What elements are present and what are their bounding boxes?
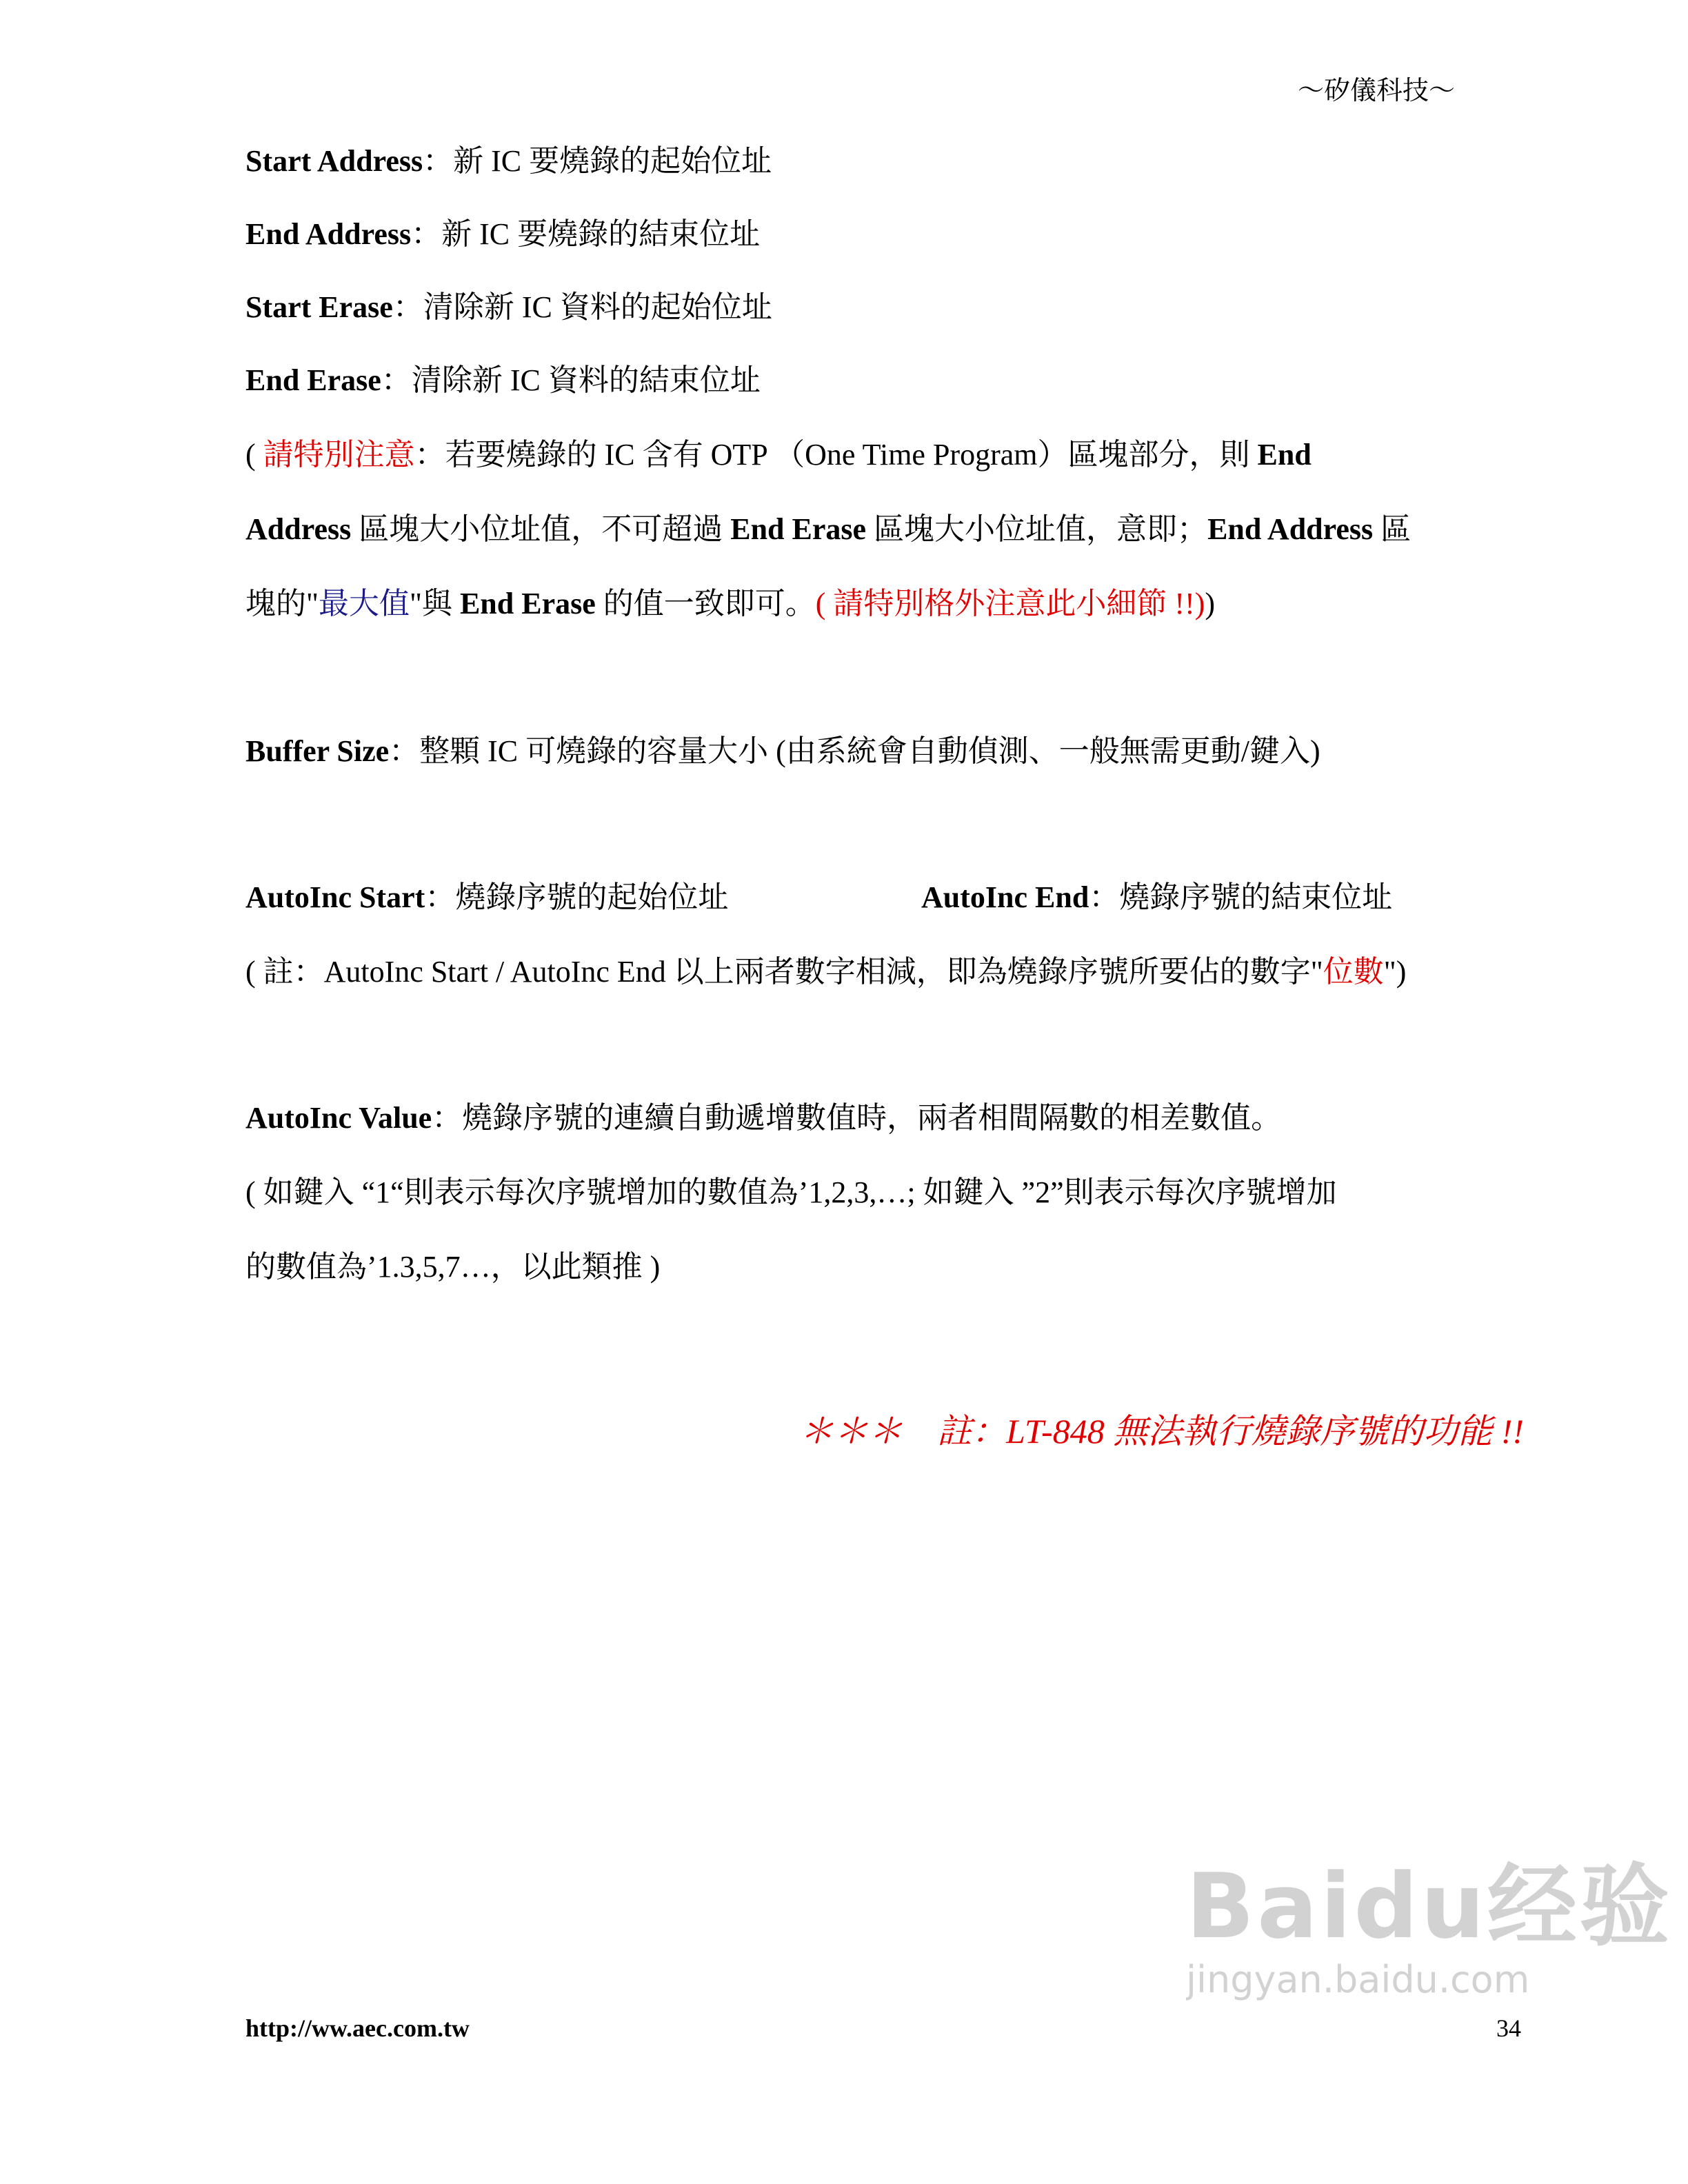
emphasis: 位數 bbox=[1323, 955, 1384, 989]
text: 區塊大小位址值，不可超過 bbox=[351, 512, 731, 546]
term: End Address bbox=[245, 217, 412, 251]
text: ( bbox=[245, 438, 263, 472]
term: End Erase bbox=[730, 512, 867, 546]
term: Start Address bbox=[245, 144, 423, 178]
watermark-url: jingyan.baidu.com bbox=[1186, 1958, 1530, 2001]
term: End Address bbox=[1207, 512, 1374, 546]
desc: ：清除新 IC 資料的起始位址 bbox=[392, 290, 772, 324]
term: End Erase bbox=[245, 363, 381, 397]
otp-note-line3 bbox=[245, 583, 1215, 625]
term: AutoInc End bbox=[921, 880, 1089, 914]
header-company: ～矽儀科技～ bbox=[1297, 77, 1455, 105]
desc: ：整顆 IC 可燒錄的容量大小 (由系統會自動偵測、一般無需更動/鍵入) bbox=[389, 734, 1320, 768]
autoinc-note bbox=[245, 951, 1406, 993]
emphasis: 最大值 bbox=[318, 587, 410, 620]
start-erase-line bbox=[245, 287, 772, 328]
buffer-size-line bbox=[245, 731, 1320, 772]
term: End bbox=[1257, 438, 1312, 472]
otp-note-line2 bbox=[245, 509, 1411, 550]
text: "與 bbox=[409, 587, 460, 620]
desc: ：新 IC 要燒錄的起始位址 bbox=[423, 144, 772, 178]
otp-note-line1 bbox=[245, 434, 1312, 476]
autoinc-start-end-row bbox=[245, 877, 1392, 918]
term: End Erase bbox=[459, 587, 596, 620]
desc: ：燒錄序號的起始位址 bbox=[425, 880, 729, 914]
text: 的值一致即可。 bbox=[595, 587, 816, 620]
warning-note: ＊＊＊ 註：LT-848 無法執行燒錄序號的功能 !! bbox=[799, 1412, 1524, 1450]
term: AutoInc Start bbox=[245, 880, 425, 914]
footer-url[interactable]: http://ww.aec.com.tw bbox=[245, 2014, 470, 2042]
text: ") bbox=[1383, 955, 1407, 989]
desc: ：清除新 IC 資料的結束位址 bbox=[381, 363, 761, 397]
term: Start Erase bbox=[245, 290, 393, 324]
autoinc-example-line2: 的數值為’1.3,5,7…，以此類推 ) bbox=[245, 1250, 661, 1284]
autoinc-value-line bbox=[245, 1098, 1281, 1139]
baidu-watermark bbox=[1186, 1854, 1672, 2003]
text: 塊的" bbox=[245, 587, 319, 620]
emphasis: ( 請特別格外注意此小細節 !!) bbox=[815, 587, 1205, 620]
text: ：若要燒錄的 IC 含有 OTP （One Time Program）區塊部分，則 bbox=[414, 438, 1258, 472]
autoinc-example-line1: ( 如鍵入 “1“則表示每次序號增加的數值為’1,2,3,…; 如鍵入 ”2”則表示每次序號增加 bbox=[245, 1175, 1337, 1209]
term: Buffer Size bbox=[245, 734, 390, 768]
watermark-logo: Baidu经验 bbox=[1186, 1854, 1672, 1959]
term: Address bbox=[245, 512, 352, 546]
text: 區 bbox=[1373, 512, 1411, 546]
end-erase-line bbox=[245, 360, 761, 401]
desc: ：新 IC 要燒錄的結束位址 bbox=[411, 217, 761, 251]
desc: ：燒錄序號的結束位址 bbox=[1089, 880, 1393, 914]
end-address-line bbox=[245, 214, 760, 255]
text: 區塊大小位址值，意即； bbox=[866, 512, 1208, 546]
start-address-line bbox=[245, 141, 772, 182]
desc: ：燒錄序號的連續自動遞增數值時，兩者相間隔數的相差數值。 bbox=[432, 1101, 1282, 1135]
autoinc-end-line bbox=[921, 880, 1392, 914]
text: ( 註：AutoInc Start / AutoInc End 以上兩者數字相減，即為燒錄序號所要佔的數字" bbox=[245, 955, 1323, 989]
emphasis: 請特別注意 bbox=[263, 438, 415, 472]
text: ) bbox=[1205, 587, 1216, 620]
autoinc-start-line bbox=[245, 877, 921, 918]
term: AutoInc Value bbox=[245, 1101, 432, 1135]
page-number: 34 bbox=[1496, 2014, 1521, 2042]
